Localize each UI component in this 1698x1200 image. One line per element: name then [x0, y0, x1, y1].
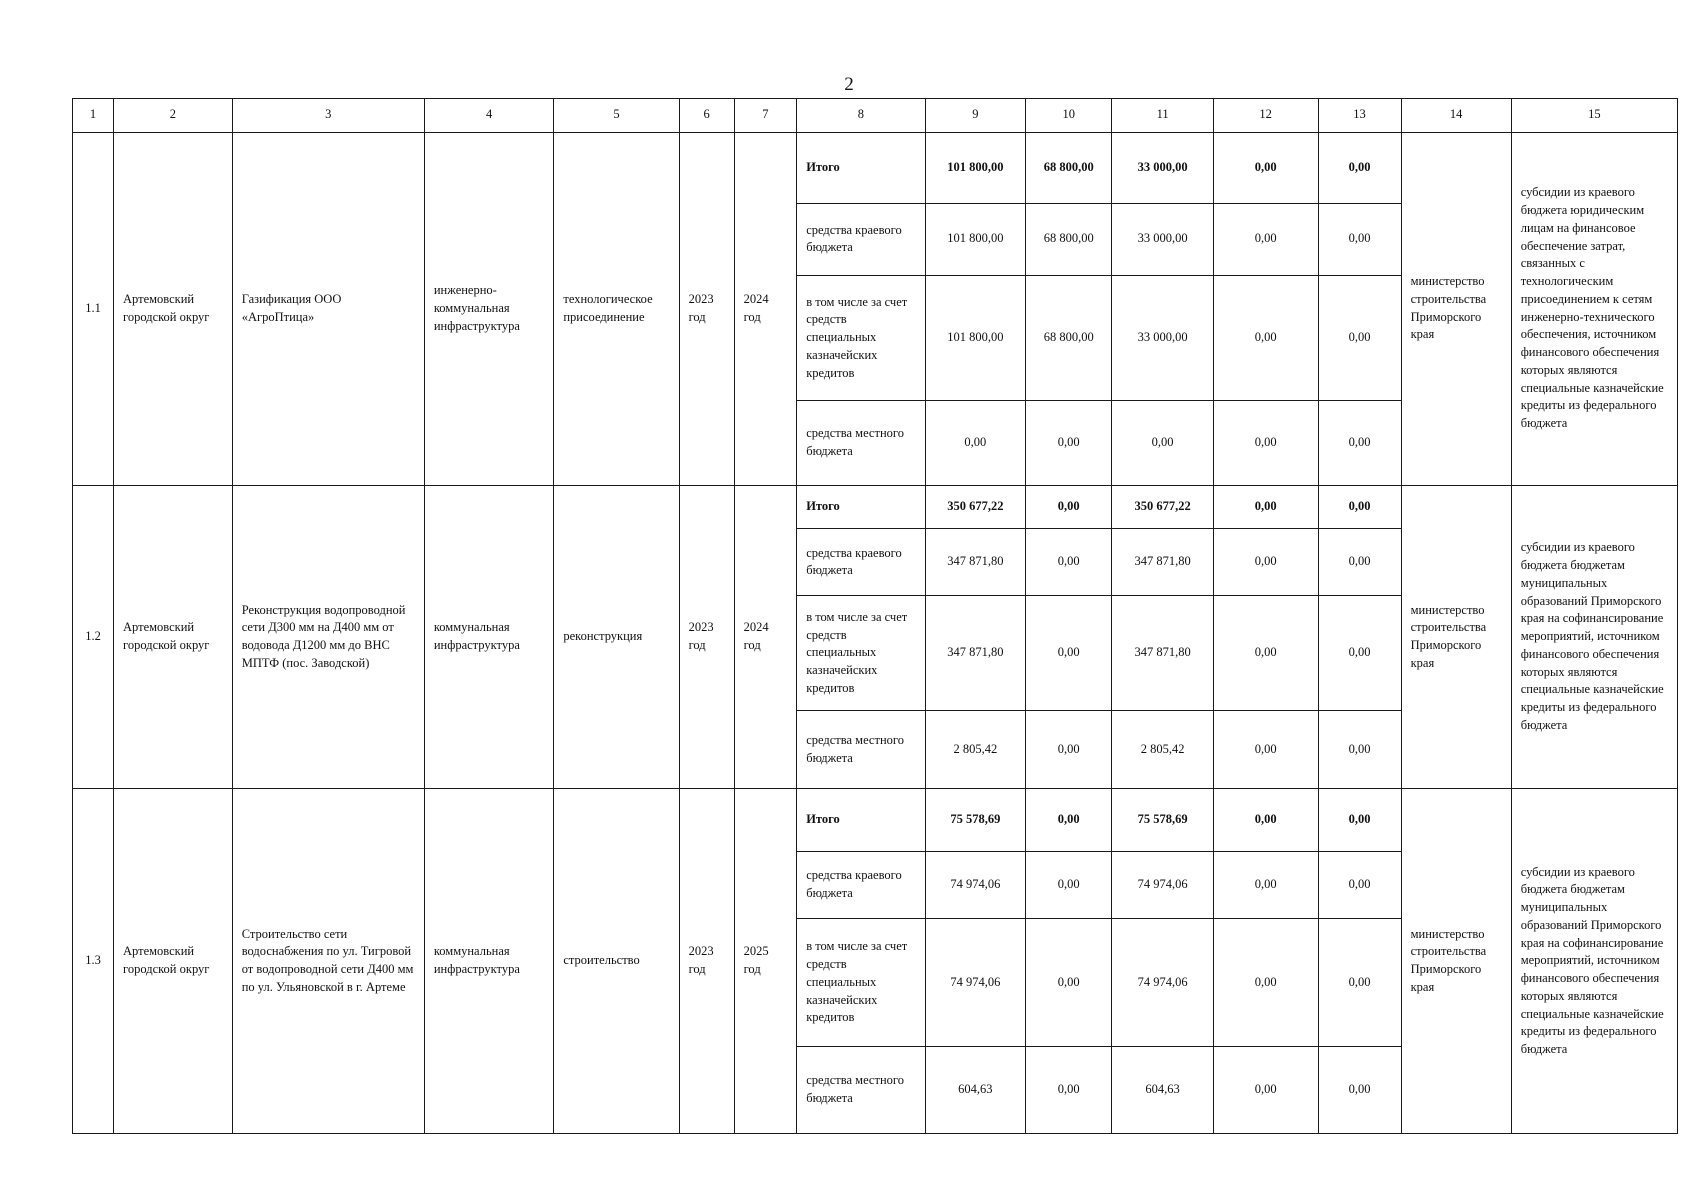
funding-source: средства краевого бюджета	[797, 852, 925, 919]
amount-col-9: 101 800,00	[925, 132, 1025, 204]
page-number: 2	[844, 74, 854, 95]
funding-source: в том числе за счет средств специальных казначейских кредитов	[797, 596, 925, 711]
responsible-body: министерство строительства Приморского края	[1401, 485, 1511, 788]
amount-col-13: 0,00	[1318, 132, 1401, 204]
amount-col-12: 0,00	[1213, 204, 1318, 276]
municipality: Артемовский городской округ	[114, 132, 233, 485]
end-year: 2024 год	[734, 132, 797, 485]
funding-note: субсидии из краевого бюджета бюджетам муниципальных образований Приморского края на софинансирование мероприятий, источником финансового обеспечения которых являются специальные казначейские кредиты из федерального бюджета	[1511, 485, 1677, 788]
column-number: 9	[925, 99, 1025, 133]
amount-col-12: 0,00	[1213, 401, 1318, 486]
table-row	[73, 485, 1678, 528]
amount-col-13: 0,00	[1318, 204, 1401, 276]
table-row	[73, 789, 1678, 852]
amount-col-9: 2 805,42	[925, 711, 1025, 789]
amount-col-10: 0,00	[1026, 711, 1112, 789]
amount-col-11: 74 974,06	[1112, 919, 1213, 1047]
start-year: 2023 год	[679, 485, 734, 788]
amount-col-10: 0,00	[1026, 596, 1112, 711]
funding-source: средства местного бюджета	[797, 401, 925, 486]
amount-col-9: 74 974,06	[925, 852, 1025, 919]
amount-col-12: 0,00	[1213, 852, 1318, 919]
column-number: 1	[73, 99, 114, 133]
amount-col-13: 0,00	[1318, 1047, 1401, 1134]
funding-source: средства краевого бюджета	[797, 529, 925, 596]
funding-source: средства краевого бюджета	[797, 204, 925, 276]
table-row	[73, 132, 1678, 204]
column-number: 13	[1318, 99, 1401, 133]
amount-col-9: 350 677,22	[925, 485, 1025, 528]
funding-note: субсидии из краевого бюджета юридическим лицам на финансовое обеспечение затрат, связанных с технологическим присоединением к сетям инженерно-технического обеспечения, источником финансового обеспечения которых являются специальные казначейские кредиты из федерального бюджета	[1511, 132, 1677, 485]
amount-col-12: 0,00	[1213, 529, 1318, 596]
amount-col-12: 0,00	[1213, 789, 1318, 852]
amount-col-13: 0,00	[1318, 275, 1401, 401]
amount-col-10: 0,00	[1026, 919, 1112, 1047]
responsible-body: министерство строительства Приморского края	[1401, 132, 1511, 485]
column-number: 8	[797, 99, 925, 133]
municipality: Артемовский городской округ	[114, 485, 233, 788]
column-number: 2	[114, 99, 233, 133]
column-number: 11	[1112, 99, 1213, 133]
amount-col-13: 0,00	[1318, 529, 1401, 596]
object-name: Реконструкция водопроводной сети Д300 мм на Д400 мм от водовода Д1200 мм до ВНС МПТФ (пос. Заводской)	[232, 485, 424, 788]
funding-source: в том числе за счет средств специальных казначейских кредитов	[797, 275, 925, 401]
amount-col-9: 604,63	[925, 1047, 1025, 1134]
column-number: 4	[424, 99, 554, 133]
amount-col-11: 75 578,69	[1112, 789, 1213, 852]
item-number: 1.3	[73, 789, 114, 1134]
item-number: 1.2	[73, 485, 114, 788]
amount-col-10: 0,00	[1026, 789, 1112, 852]
amount-col-11: 2 805,42	[1112, 711, 1213, 789]
amount-col-9: 347 871,80	[925, 529, 1025, 596]
funding-source: средства местного бюджета	[797, 1047, 925, 1134]
amount-col-10: 68 800,00	[1026, 275, 1112, 401]
amount-col-9: 101 800,00	[925, 204, 1025, 276]
amount-col-9: 75 578,69	[925, 789, 1025, 852]
end-year: 2025 год	[734, 789, 797, 1134]
end-year: 2024 год	[734, 485, 797, 788]
infrastructure-type: коммунальная инфраструктура	[424, 485, 554, 788]
column-number-row	[73, 99, 1678, 133]
work-type: технологическое присоединение	[554, 132, 679, 485]
object-name: Газификация ООО «АгроПтица»	[232, 132, 424, 485]
amount-col-12: 0,00	[1213, 132, 1318, 204]
amount-col-13: 0,00	[1318, 401, 1401, 486]
amount-col-9: 347 871,80	[925, 596, 1025, 711]
amount-col-13: 0,00	[1318, 711, 1401, 789]
amount-col-11: 33 000,00	[1112, 275, 1213, 401]
amount-col-10: 0,00	[1026, 852, 1112, 919]
amount-col-11: 33 000,00	[1112, 204, 1213, 276]
amount-col-11: 350 677,22	[1112, 485, 1213, 528]
amount-col-12: 0,00	[1213, 275, 1318, 401]
responsible-body: министерство строительства Приморского края	[1401, 789, 1511, 1134]
column-number: 15	[1511, 99, 1677, 133]
object-name: Строительство сети водоснабжения по ул. Тигровой от водопроводной сети Д400 мм по ул. Ульяновской в г. Артеме	[232, 789, 424, 1134]
amount-col-9: 0,00	[925, 401, 1025, 486]
amount-col-10: 0,00	[1026, 1047, 1112, 1134]
item-number: 1.1	[73, 132, 114, 485]
work-type: реконструкция	[554, 485, 679, 788]
amount-col-10: 68 800,00	[1026, 132, 1112, 204]
funding-source: средства местного бюджета	[797, 711, 925, 789]
amount-col-11: 74 974,06	[1112, 852, 1213, 919]
municipality: Артемовский городской округ	[114, 789, 233, 1134]
amount-col-13: 0,00	[1318, 789, 1401, 852]
amount-col-10: 0,00	[1026, 529, 1112, 596]
column-number: 10	[1026, 99, 1112, 133]
amount-col-12: 0,00	[1213, 1047, 1318, 1134]
column-number: 6	[679, 99, 734, 133]
total-label: Итого	[797, 485, 925, 528]
funding-source: в том числе за счет средств специальных казначейских кредитов	[797, 919, 925, 1047]
total-label: Итого	[797, 132, 925, 204]
amount-col-13: 0,00	[1318, 919, 1401, 1047]
amount-col-11: 604,63	[1112, 1047, 1213, 1134]
amount-col-11: 33 000,00	[1112, 132, 1213, 204]
column-number: 3	[232, 99, 424, 133]
start-year: 2023 год	[679, 789, 734, 1134]
total-label: Итого	[797, 789, 925, 852]
amount-col-10: 0,00	[1026, 401, 1112, 486]
amount-col-9: 74 974,06	[925, 919, 1025, 1047]
infrastructure-type: инженерно-коммунальная инфраструктура	[424, 132, 554, 485]
column-number: 7	[734, 99, 797, 133]
column-number: 14	[1401, 99, 1511, 133]
amount-col-12: 0,00	[1213, 485, 1318, 528]
column-number: 5	[554, 99, 679, 133]
amount-col-13: 0,00	[1318, 485, 1401, 528]
amount-col-13: 0,00	[1318, 852, 1401, 919]
amount-col-11: 347 871,80	[1112, 596, 1213, 711]
infrastructure-type: коммунальная инфраструктура	[424, 789, 554, 1134]
amount-col-11: 347 871,80	[1112, 529, 1213, 596]
amount-col-12: 0,00	[1213, 711, 1318, 789]
amount-col-13: 0,00	[1318, 596, 1401, 711]
work-type: строительство	[554, 789, 679, 1134]
investment-table	[72, 98, 1678, 1134]
amount-col-12: 0,00	[1213, 919, 1318, 1047]
column-number: 12	[1213, 99, 1318, 133]
start-year: 2023 год	[679, 132, 734, 485]
funding-note: субсидии из краевого бюджета бюджетам муниципальных образований Приморского края на софинансирование мероприятий, источником финансового обеспечения которых являются специальные казначейские кредиты из федерального бюджета	[1511, 789, 1677, 1134]
amount-col-10: 68 800,00	[1026, 204, 1112, 276]
amount-col-11: 0,00	[1112, 401, 1213, 486]
amount-col-12: 0,00	[1213, 596, 1318, 711]
amount-col-10: 0,00	[1026, 485, 1112, 528]
amount-col-9: 101 800,00	[925, 275, 1025, 401]
